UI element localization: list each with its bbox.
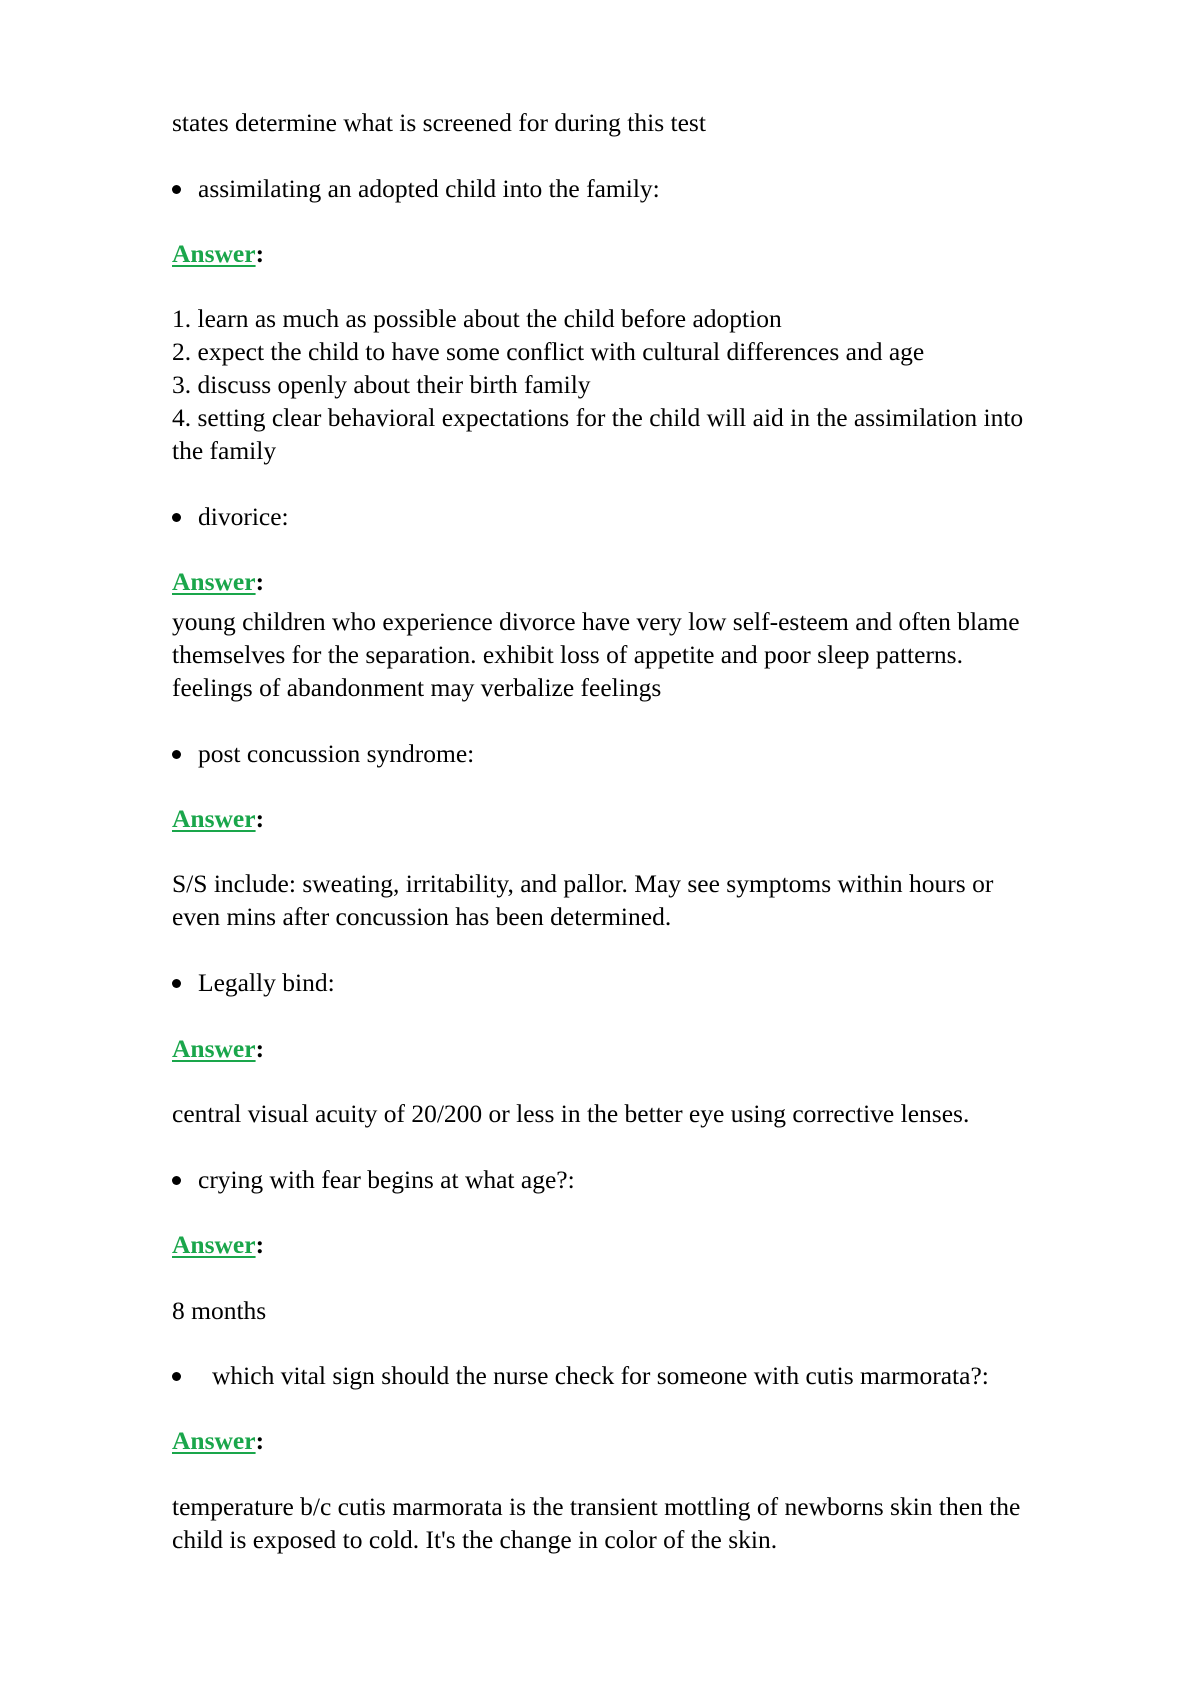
answer-line: temperature b/c cutis marmorata is the transient mottling of newborns skin then the <box>172 1492 1021 1521</box>
answer-line: S/S include: sweating, irritability, and pallor. May see symptoms within hours or <box>172 869 994 898</box>
question-text: assimilating an adopted child into the family: <box>198 174 660 203</box>
answer-line: even mins after concussion has been determined. <box>172 902 672 931</box>
question-text: Legally bind: <box>198 968 335 997</box>
answer-line: 8 months <box>172 1296 267 1325</box>
answer-heading <box>172 1424 264 1457</box>
question-bullet <box>172 1359 989 1392</box>
answer-line: 3. discuss openly about their birth family <box>172 370 591 399</box>
bullet-icon <box>172 513 181 522</box>
question-bullet <box>172 1163 575 1196</box>
answer-line: 2. expect the child to have some conflict with cultural differences and age <box>172 337 925 366</box>
answer-label: Answer <box>172 1230 256 1259</box>
answer-heading <box>172 1228 264 1261</box>
answer-line: the family <box>172 436 277 465</box>
answer-line: child is exposed to cold. It's the change in color of the skin. <box>172 1525 778 1554</box>
bullet-icon <box>172 979 181 988</box>
question-text: crying with fear begins at what age?: <box>198 1165 575 1194</box>
answer-label: Answer <box>172 239 256 268</box>
answer-line: 4. setting clear behavioral expectations for the child will aid in the assimilation into <box>172 403 1024 432</box>
answer-line: themselves for the separation. exhibit loss of appetite and poor sleep patterns. <box>172 640 963 669</box>
answer-line: feelings of abandonment may verbalize feelings <box>172 673 662 702</box>
bullet-icon <box>172 750 181 759</box>
question-text: post concussion syndrome: <box>198 739 475 768</box>
answer-label: Answer <box>172 1426 256 1455</box>
answer-heading <box>172 565 264 598</box>
question-bullet <box>172 172 660 205</box>
answer-label: Answer <box>172 567 256 596</box>
answer-colon: : <box>255 567 265 596</box>
question-text: divorice: <box>198 502 289 531</box>
answer-label: Answer <box>172 804 256 833</box>
answer-colon: : <box>255 1034 265 1063</box>
question-text: which vital sign should the nurse check for someone with cutis marmorata?: <box>212 1361 989 1390</box>
question-bullet <box>172 966 335 999</box>
answer-heading <box>172 1032 264 1065</box>
answer-line: young children who experience divorce have very low self-esteem and often blame <box>172 607 1020 636</box>
question-bullet <box>172 500 289 533</box>
answer-colon: : <box>255 804 265 833</box>
question-bullet <box>172 737 474 770</box>
answer-heading <box>172 802 264 835</box>
answer-line: 1. learn as much as possible about the child before adoption <box>172 304 782 333</box>
bullet-icon <box>172 1176 181 1185</box>
intro-text: states determine what is screened for during this test <box>172 108 706 137</box>
answer-colon: : <box>255 1230 265 1259</box>
bullet-icon <box>172 185 181 194</box>
answer-label: Answer <box>172 1034 256 1063</box>
answer-line: central visual acuity of 20/200 or less in the better eye using corrective lenses. <box>172 1099 970 1128</box>
answer-heading <box>172 237 264 270</box>
answer-colon: : <box>255 1426 265 1455</box>
bullet-icon <box>172 1372 181 1381</box>
answer-colon: : <box>255 239 265 268</box>
